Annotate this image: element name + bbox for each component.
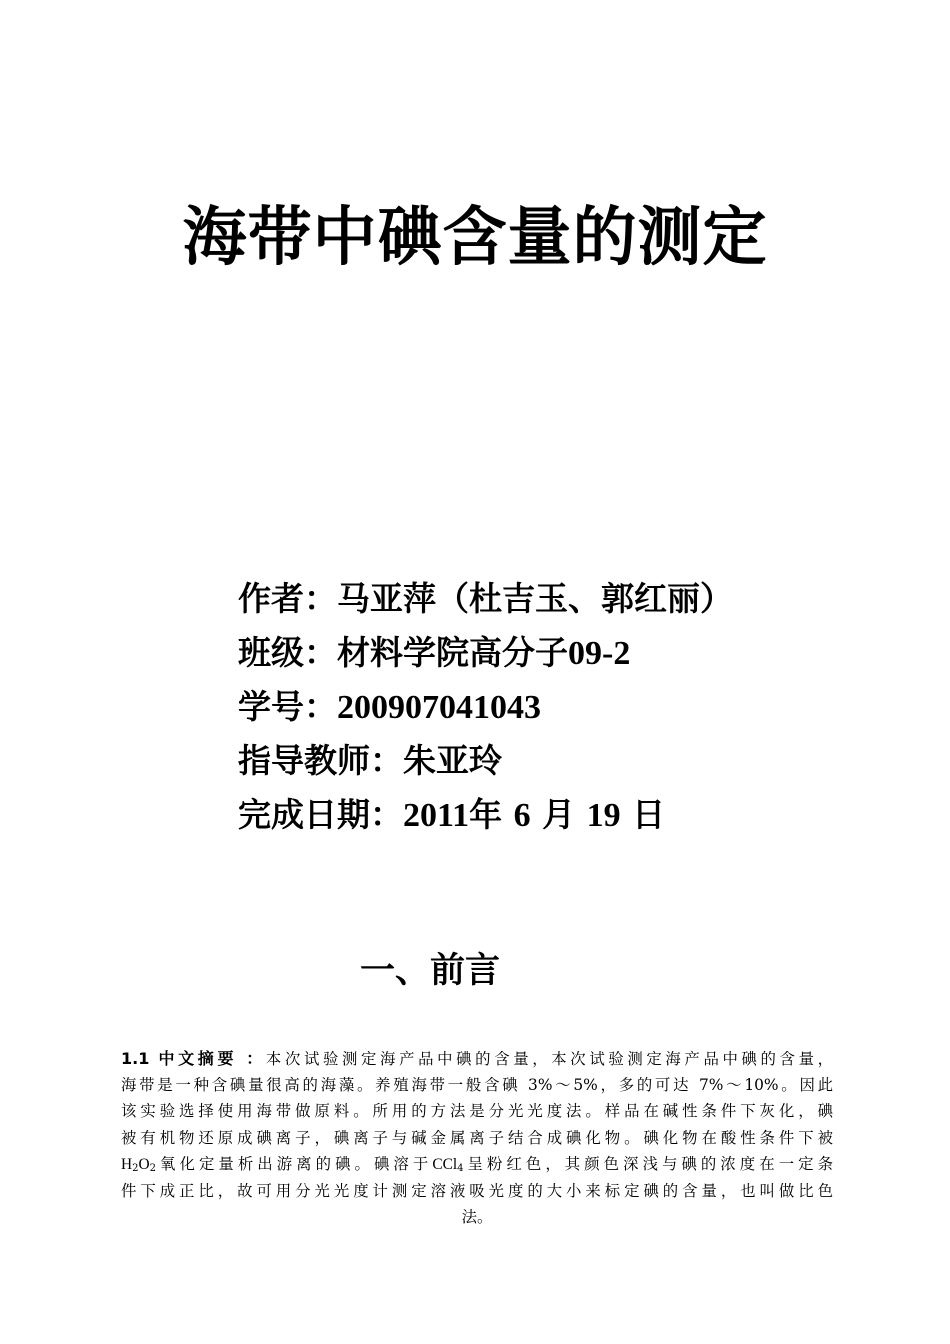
abstract-label: 1.1 中文摘要 ： xyxy=(121,1049,266,1068)
abstract-line: 法。 xyxy=(461,1208,493,1227)
formula-h-subscript: 2 xyxy=(132,1162,139,1174)
abstract-line: 海带是一种含碘量很高的海藻。养殖海带一般含碘 3%～5%，多的可达 7%～10%。因此 xyxy=(121,1076,833,1095)
abstract-text: 本次试验测定海产品中碘的含量，本次试验测定海产品中碘的含量， xyxy=(265,1050,833,1068)
section-heading-preface: 一、前言 xyxy=(360,951,501,991)
completion-date-row xyxy=(238,788,733,842)
student-id-label: 学号： xyxy=(238,687,337,726)
formula-o: O xyxy=(138,1155,150,1173)
author-label: 作者： xyxy=(238,579,337,618)
date-year-unit: 年 xyxy=(469,795,503,834)
class-label: 班级： xyxy=(238,633,337,672)
formula-ccl: CCl xyxy=(432,1155,458,1173)
student-id-value: 200907041043 xyxy=(337,689,541,726)
abstract-line: 件下成正比，故可用分光光度计测定溶液吸光度的大小来标定碘的含量，也叫做比色 xyxy=(121,1182,833,1201)
date-day: 19 xyxy=(586,797,621,834)
class-row xyxy=(238,626,733,680)
abstract-line: 被有机物还原成碘离子，碘离子与碱金属离子结合成碘化物。碘化物在酸性条件下被 xyxy=(121,1128,833,1147)
author-value: 马亚萍（杜吉玉、郭红丽） xyxy=(337,579,733,618)
document-title: 海带中碘含量的测定 xyxy=(182,201,768,275)
formula-o-subscript: 2 xyxy=(149,1162,156,1174)
student-id-row xyxy=(238,680,733,734)
advisor-label: 指导教师： xyxy=(238,741,403,780)
abstract-line xyxy=(121,1151,833,1178)
class-number: 09-2 xyxy=(568,635,631,672)
abstract-paragraph xyxy=(121,1046,833,1230)
formula-h: H xyxy=(121,1155,133,1173)
abstract-text: 呈粉红色，其颜色深浅与碘的浓度在一定条 xyxy=(463,1154,833,1173)
date-year: 2011 xyxy=(403,797,470,834)
abstract-line: 该实验选择使用海带做原料。所用的方法是分光光度法。样品在碱性条件下灰化，碘 xyxy=(121,1102,833,1121)
abstract-text: 氧化定量析出游离的碘。碘溶于 xyxy=(156,1154,433,1173)
date-month-unit: 月 xyxy=(542,795,576,834)
advisor-value: 朱亚玲 xyxy=(403,741,502,780)
formula-ccl-subscript: 4 xyxy=(457,1162,464,1174)
date-day-unit: 日 xyxy=(632,795,666,834)
class-value: 材料学院高分子 xyxy=(337,633,568,672)
advisor-row xyxy=(238,734,733,788)
author-row xyxy=(238,572,733,626)
author-info-block xyxy=(238,572,733,842)
completion-date-label: 完成日期： xyxy=(238,795,403,834)
date-month: 6 xyxy=(513,797,531,834)
abstract-line xyxy=(121,1046,833,1072)
